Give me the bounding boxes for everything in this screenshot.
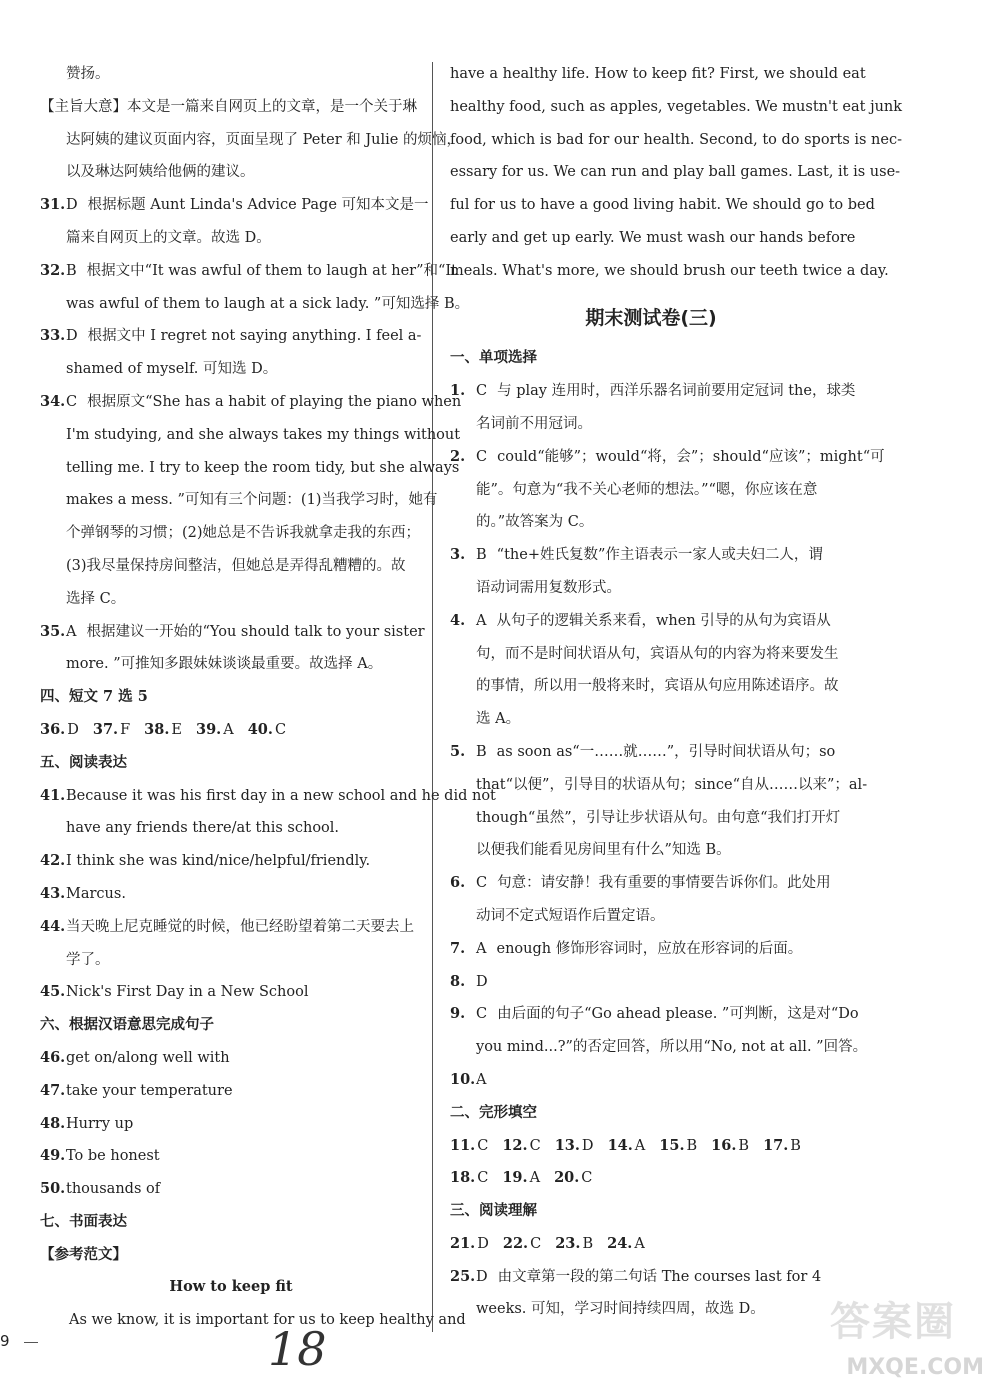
column-divider bbox=[432, 62, 433, 1332]
page-number: 9 bbox=[0, 1332, 10, 1350]
section-6-heading: 六、根据汉语意思完成句子 bbox=[40, 1016, 214, 1034]
section-4-heading: 四、短文 7 选 5 bbox=[40, 688, 148, 706]
essay-line: healthy food, such as apples, vegetables. We mustn't eat junk bbox=[450, 98, 903, 115]
answer-49: 49. To be honest bbox=[40, 1147, 160, 1165]
handwritten-number: 18 bbox=[268, 1322, 327, 1376]
answer-9: 9. C 由后面的句子“Go ahead please. ”可判断，这是对“Do you mind...?”的否定回答，所以用“No, not at all. ”回答。 bbox=[450, 1005, 868, 1056]
answer-10: 10. A bbox=[450, 1070, 487, 1088]
answer-50: 50. thousands of bbox=[40, 1180, 161, 1198]
page-number-dash bbox=[24, 1342, 38, 1343]
answer-7: 7. A enough 修饰形容词时，应放在形容词的后面。 bbox=[450, 939, 803, 957]
essay-line: have a healthy life. How to keep fit? First, we should eat bbox=[450, 66, 866, 82]
essay-line: food, which is bad for our health. Second, to do sports is nec- bbox=[450, 131, 902, 148]
summary-label: 【主旨大意】 bbox=[40, 98, 127, 115]
answer-48: 48. Hurry up bbox=[40, 1114, 134, 1132]
section-3-heading: 三、阅读理解 bbox=[450, 1202, 537, 1220]
section-2-heading: 二、完形填空 bbox=[450, 1103, 537, 1121]
answer-31: 31. D 根据标题 Aunt Linda's Advice Page 可知本文是一 篇来自网页上的文章。故选 D。 bbox=[40, 196, 429, 246]
section-2-answers-row1: 11. C 12. C 13. D 14. A 15. B 16. B 17. B bbox=[450, 1136, 801, 1154]
answer-47: 47. take your temperature bbox=[40, 1081, 233, 1099]
answer-5: 5. B as soon as“一……就……”，引导时间状语从句；so that“以便”，引导目的状语从句；since“自从……以来”；al- though“虽然”，引导让步状语从句。由句意“我们打开灯 以便我们能看见房间里有什么”知选 B。 bbox=[450, 742, 868, 859]
answer-34: 34. C 根据原文“She has a habit of playing the piano when I'm studying, and she always takes my things without telling me. I try to keep the room tidy, but she always makes a mess. ”可知有三个问题：(1)当我学习时，她有 个弹钢琴的习惯；(2)她总是不告诉我就拿走我的东西； (3)我尽量保持房间整洁，但她总是弄得乱糟糟的。故 选择 C。 bbox=[40, 392, 462, 607]
answer-1: 1. C 与 play 连用时，西洋乐器名词前要用定冠词 the，球类 名词前不用冠词。 bbox=[450, 382, 856, 432]
left-column: 赞扬。 【主旨大意】本文是一篇来自网页上的文章，是一个关于琳 达阿姨的建议页面内容，页面呈现了 Peter 和 Julie 的烦恼， 以及琳达阿姨给他俩的建议。 31. D 根据标题 Aunt Linda's Advice Page 可知本文是一 篇来自网页上的文章。故选 D。 32. B 根据文中“It was awful of them to laugh at her”和“It was awful of them to laugh at a sick lady. ”可知选择 B。 33. D 根据文中 I regret not saying anything. I feel a- shamed of myself. 可知选 D。 34. C 根据原文“She has a habit of playing the piano when I'm studying, and she always takes my things without telling me. I try to keep the room tidy, but she always makes a mess. ”可知有三个问题：(1)当我学习时，她有 个弹钢琴的习惯；(2)她总是不告诉我就拿走我的东西； (3)我尽量保持房间整洁，但她总是弄得乱糟糟的。故 选择 C。 35. A 根据建议一开始的“You should talk to your sister more. ”可推知多跟妹妹谈谈最重要。故选择 A。 四、短文 7 选 5 36. D 37. F 38. E 39. A 40. C 五、阅读表达 41. Because it was his first day in a new school and he did not have any friends there/at this school. 42. I think she was kind/nice/helpful/friendly. 43. Marcus. 44. 当天晚上尼克睡觉的时候，他已经盼望着第二天要去上 学了。 45. Nick's First Day in a New School 六、根据汉语意思完成句子 46. get on/along well with 47. take your temperature 48. Hurry up 49. To be honest 50. thousands of 七、书面表达 【参考范文】 How to keep fit As we know, it is important for us to keep healthy and bbox=[40, 58, 422, 1337]
section-1-heading: 一、单项选择 bbox=[450, 349, 537, 367]
answer-32: 32. B 根据文中“It was awful of them to laugh at her”和“It was awful of them to laugh at a sick lady. ”可知选择 B。 bbox=[40, 261, 470, 312]
answer-42: 42. I think she was kind/nice/helpful/friendly. bbox=[40, 852, 371, 870]
section-2-answers-row2: 18. C 19. A 20. C bbox=[450, 1169, 593, 1187]
section-5-heading: 五、阅读表达 bbox=[40, 753, 127, 771]
summary: 【主旨大意】本文是一篇来自网页上的文章，是一个关于琳 bbox=[40, 98, 417, 115]
answer-3: 3. B “the+姓氏复数”作主语表示一家人或夫妇二人，谓 语动词需用复数形式。 bbox=[450, 546, 823, 596]
watermark-url: MXQE.COM bbox=[846, 1355, 984, 1380]
essay-line: meals. What's more, we should brush our teeth twice a day. bbox=[450, 262, 889, 279]
essay-line: early and get up early. We must wash our hands before bbox=[450, 229, 856, 246]
answer-25: 25. D 由文章第一段的第二句话 The courses last for 4 weeks. 可知，学习时间持续四周，故选 D。 bbox=[450, 1267, 822, 1318]
answer-8: 8. D bbox=[450, 972, 488, 990]
essay-title: How to keep fit bbox=[169, 1278, 293, 1296]
paper-title: 期末测试卷(三) bbox=[585, 306, 717, 329]
section-7-heading: 七、书面表达 bbox=[40, 1212, 127, 1230]
right-column bbox=[450, 58, 903, 1326]
intro-tail: 赞扬。 bbox=[66, 66, 110, 82]
watermark-logo bbox=[820, 1290, 990, 1380]
answer-35: 35. A 根据建议一开始的“You should talk to your sister more. ”可推知多跟妹妹谈谈最重要。故选择 A。 bbox=[40, 622, 425, 673]
answer-33: 33. D 根据文中 I regret not saying anything. I feel a- shamed of myself. 可知选 D。 bbox=[40, 327, 422, 378]
watermark-chars: 答案圈 bbox=[830, 1299, 956, 1345]
essay-first-line: As we know, it is important for us to keep healthy and bbox=[69, 1312, 466, 1329]
answer-46: 46. get on/along well with bbox=[40, 1048, 230, 1066]
answer-45: 45. Nick's First Day in a New School bbox=[40, 983, 309, 1001]
essay-line: essary for us. We can run and play ball games. Last, it is use- bbox=[450, 164, 901, 181]
answer-4: 4. A 从句子的逻辑关系来看，when 引导的从句为宾语从 句，而不是时间状语从句，宾语从句的内容为将来要发生 的事情，所以用一般将来时，宾语从句应用陈述语序。故 选 A。 bbox=[450, 611, 839, 728]
section-3-answers-row1: 21. D 22. C 23. B 24. A bbox=[450, 1234, 645, 1252]
answer-44: 44. 当天晚上尼克睡觉的时候，他已经盼望着第二天要去上 学了。 bbox=[40, 917, 414, 968]
answer-6: 6. C 句意：请安静！我有重要的事情要告诉你们。此处用 动词不定式短语作后置定语。 bbox=[450, 874, 831, 924]
answer-43: 43. Marcus. bbox=[40, 884, 126, 902]
sample-label: 【参考范文】 bbox=[40, 1245, 127, 1263]
answer-41: 41. Because it was his first day in a new school and he did not have any friends there/at this school. bbox=[40, 786, 496, 837]
essay-line: ful for us to have a good living habit. We should go to bed bbox=[450, 197, 875, 214]
answer-2: 2. C could“能够”；would“将，会”；should“应该”；might“可 能”。句意为“我不关心老师的想法。”“嗯，你应该在意 的。”故答案为 C。 bbox=[450, 447, 885, 531]
section-4-answers: 36. D 37. F 38. E 39. A 40. C bbox=[40, 720, 287, 738]
